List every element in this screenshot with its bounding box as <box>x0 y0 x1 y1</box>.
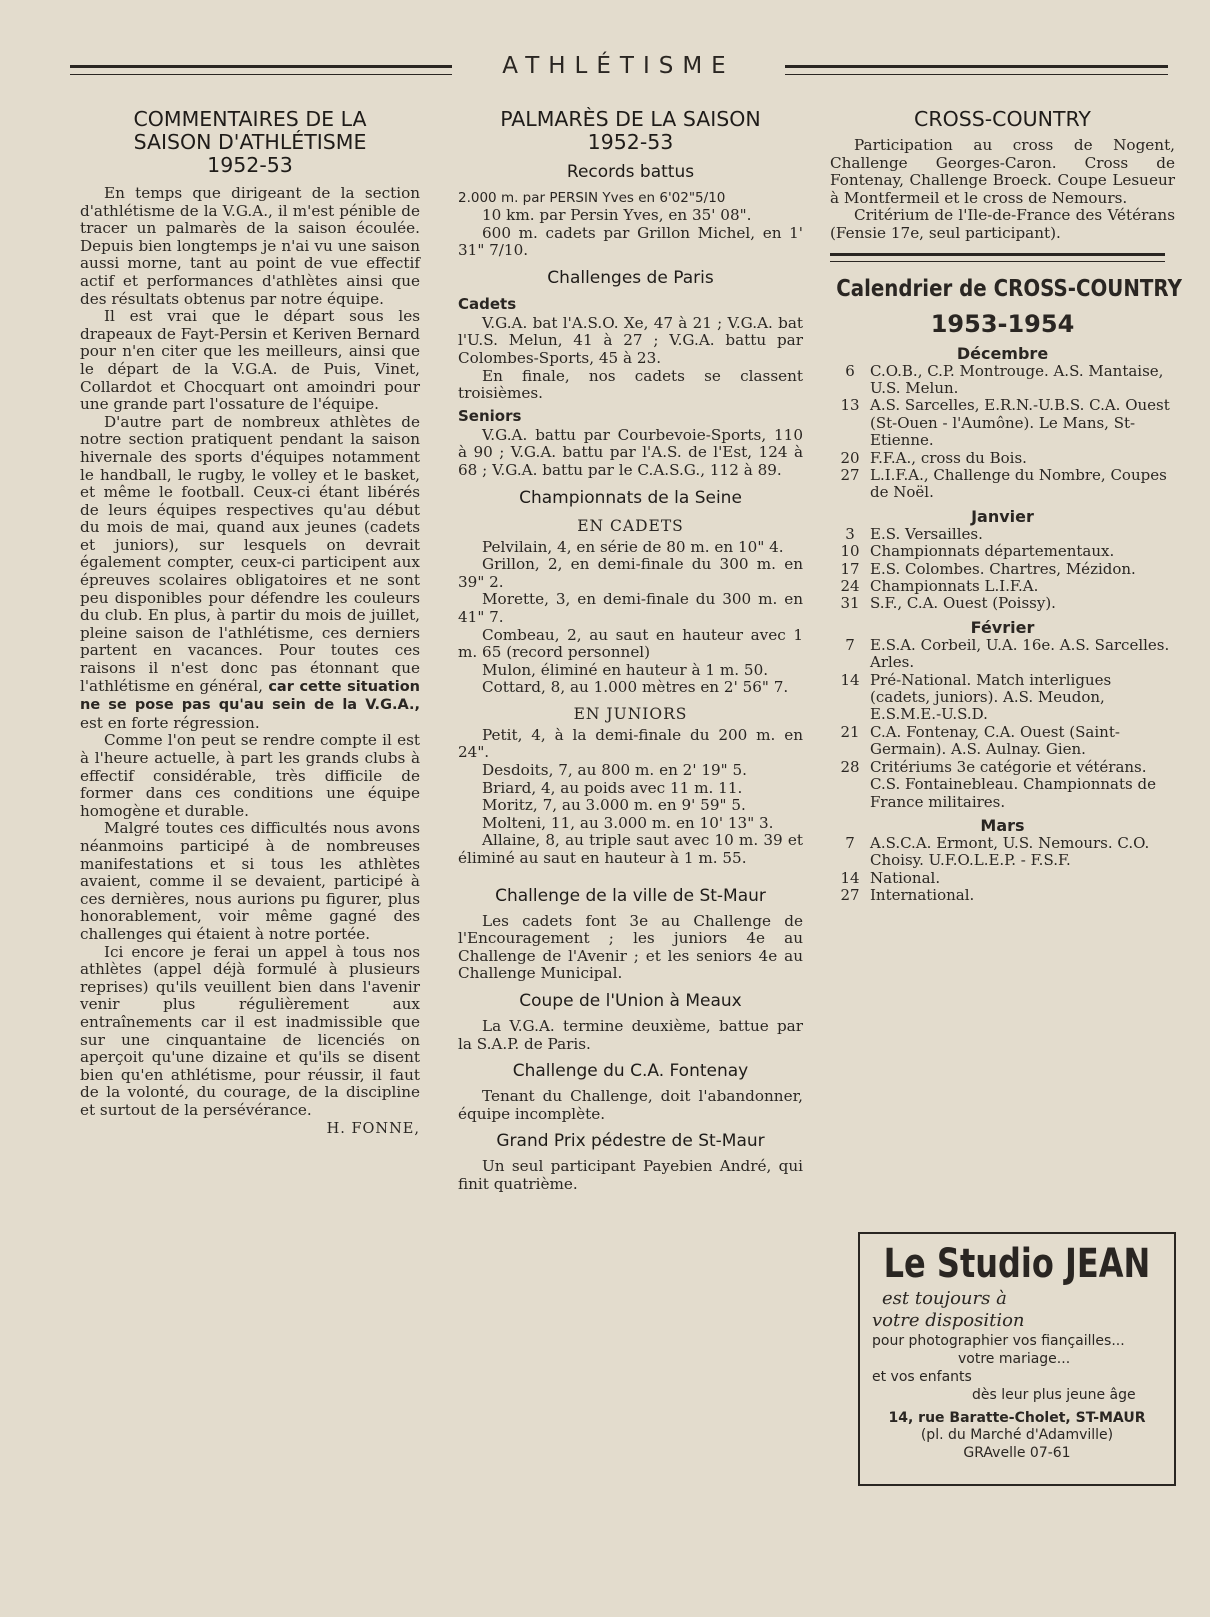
calendar-month: Février <box>970 617 1035 637</box>
calendar-event <box>830 397 1175 449</box>
calendar-event-day: 10 <box>840 542 860 561</box>
calendar-event <box>830 526 1175 543</box>
record-item: 600 m. cadets par Grillon Michel, en 1' 31" 7/10. <box>458 223 803 260</box>
calendar-years: 1953-1954 <box>930 309 1075 338</box>
calendar-event-day: 31 <box>840 594 860 613</box>
commentary-title-line: COMMENTAIRES DE LA <box>133 107 367 131</box>
commentary-title-line: SAISON D'ATHLÉTISME <box>133 130 367 154</box>
calendar-event <box>830 595 1175 612</box>
calendar-event <box>830 578 1175 595</box>
cross-country-column <box>830 107 1182 905</box>
commentary-title-line: 1952-53 <box>207 153 293 177</box>
calendar-event-text: C.O.B., C.P. Montrouge. A.S. Mantaise, U.S. Melun. <box>870 361 1164 397</box>
calendar-event-day: 17 <box>840 559 860 578</box>
calendar-event-day: 13 <box>840 396 860 415</box>
ad-brand: Le Studio JEAN <box>883 1241 1151 1287</box>
ad-line: pour photographier vos fiançailles... <box>872 1333 1125 1349</box>
commentary-column <box>80 108 420 1137</box>
calendar-event <box>830 561 1175 578</box>
commentary-paragraph: Ici encore je ferai un appel à tous nos athlètes (appel déjà formulé à plusieurs reprises) qu'ils veuillent bien dans l'avenir venir plus régulièrement aux entraînements car il est inadmissible que sur une cinquantaine de licenciés on aperçoit qu'une dizaine et qu'ils se disent bien qu'en athlétisme, pour réussir, il faut de la volonté, du courage, de la discipline et surtout de la persévérance. <box>80 942 420 1119</box>
calendar-event-text: E.S. Colombes. Chartres, Mézidon. <box>870 559 1136 578</box>
result-item: Pelvilain, 4, en série de 80 m. en 10" 4. <box>482 537 784 556</box>
calendar-event-day: 7 <box>845 833 855 852</box>
calendar-event-text: Critériums 3e catégorie et vétérans. C.S. Fontainebleau. Championnats de France militaires. <box>870 757 1156 811</box>
palmares-title <box>458 108 803 154</box>
ad-address: 14, rue Baratte-Cholet, ST-MAUR <box>888 1410 1146 1426</box>
grand-prix-heading: Grand Prix pédestre de St-Maur <box>496 1131 765 1152</box>
calendar-event-day: 14 <box>840 670 860 689</box>
signature: H. FONNE, <box>326 1121 420 1138</box>
calendar-event-day: 3 <box>845 524 855 543</box>
challenges-heading: Challenges de Paris <box>547 267 714 288</box>
seniors-results: V.G.A. battu par Courbevoie-Sports, 110 à 90 ; V.G.A. battu par l'A.S. de l'Est, 124 à 68 ; V.G.A. battu par le C.A.S.G., 112 à 89. <box>458 425 803 479</box>
calendar-event-day: 20 <box>840 448 860 467</box>
calendar-event-text: Championnats départementaux. <box>870 542 1115 561</box>
calendar-event <box>830 759 1175 811</box>
fontenay-text: Tenant du Challenge, doit l'abandonner, équipe incomplète. <box>458 1087 803 1123</box>
cadets-final: En finale, nos cadets se classent troisièmes. <box>458 366 803 403</box>
record-item: 10 km. par Persin Yves, en 35' 08". <box>482 206 752 224</box>
result-item: Allaine, 8, au triple saut avec 10 m. 39 et éliminé au saut en hauteur à 1 m. 55. <box>458 831 803 868</box>
calendar-event <box>830 835 1175 870</box>
palmares-title-line: 1952-53 <box>587 130 674 154</box>
commentary-text: D'autre part de nombreux athlètes de notre section pratiquent pendant la saison hivernale des sports d'équipes notamment le handball, le rugby, le volley et le basket, et même le football. Ceux-ci étant libérés de leurs équipes respectives qu'au début du mois de mai, quand aux jeunes (cadets et juniors), sur lesquels on devrait également compter, ceux-ci participent aux épreuves scolaires obligatoires et ne sont peu disponibles pour défendre les couleurs du club. En plus, à partir du mois de juillet, pleine saison de l'athlétisme, ces derniers partent en vacances. Pour toutes ces raisons il n'est donc pas étonnant que l'athlétisme en général, <box>80 412 420 695</box>
result-item: Desdoits, 7, au 800 m. en 2' 19" 5. <box>482 761 747 780</box>
calendar-title: Calendrier de CROSS-COUNTRY <box>836 275 1182 302</box>
calendar-event-text: A.S. Sarcelles, E.R.N.-U.B.S. C.A. Ouest (St-Ouen - l'Aumône). Le Mans, St-Etienne. <box>870 396 1170 450</box>
calendar-event-day: 27 <box>840 466 860 484</box>
calendar-event-text: L.I.F.A., Challenge du Nombre, Coupes de Noël. <box>870 466 1167 502</box>
fontenay-heading: Challenge du C.A. Fontenay <box>512 1061 749 1082</box>
calendar-event-text: Championnats L.I.F.A. <box>870 577 1039 596</box>
result-item: Moritz, 7, au 3.000 m. en 9' 59" 5. <box>482 796 746 815</box>
palmares-column <box>458 108 803 1194</box>
calendar-event-day: 7 <box>845 635 855 654</box>
header-rule-left <box>70 65 452 75</box>
calendar-event-text: S.F., C.A. Ouest (Poissy). <box>870 594 1056 613</box>
calendar-event-day: 28 <box>840 757 860 776</box>
calendar-month: Décembre <box>956 343 1049 363</box>
result-item: Briard, 4, au poids avec 11 m. 11. <box>482 778 743 797</box>
calendar-event <box>830 467 1175 502</box>
calendar-event-day: 21 <box>840 722 860 741</box>
calendar-month: Mars <box>980 815 1025 835</box>
calendar-list <box>830 344 1175 905</box>
record-highlight: 2.000 m. par PERSIN Yves en 6'02"5/10 <box>458 190 726 206</box>
result-item: Mulon, éliminé en hauteur à 1 m. 50. <box>482 660 769 679</box>
ad-line: votre mariage... <box>958 1351 1071 1367</box>
commentary-paragraph: Malgré toutes ces difficultés nous avons néanmoins participé à de nombreuses manifestations et si tous les athlètes avaient, comme il se devaient, participé à ces dernières, nous aurions pu figurer, plus honorablement, voir même gagné des challenges qui étaient à notre portée. <box>80 819 420 943</box>
result-item: Cottard, 8, au 1.000 mètres en 2' 56" 7. <box>482 678 789 697</box>
commentary-paragraph: Il est vrai que le départ sous les drapeaux de Fayt-Persin et Keriven Bernard pour n'en citer que les meilleurs, ainsi que le départ de la V.G.A. de Puis, Vinet, Collardot et Chocquart ont amoindri pour une grande part l'ossature de l'équipe. <box>80 307 420 414</box>
result-item: Molteni, 11, au 3.000 m. en 10' 13" 3. <box>482 813 774 832</box>
commentary-paragraph <box>80 414 420 733</box>
calendar-event-day: 27 <box>840 886 860 905</box>
ad-tagline: votre disposition <box>872 1310 1025 1331</box>
section-title: ATHLÉTISME <box>502 53 735 79</box>
commentary-paragraph: En temps que dirigeant de la section d'athlétisme de la V.G.A., il m'est pénible de tracer un palmarès de la saison écoulée. Depuis bien longtemps je n'ai vu une saison aussi morne, tant au point de vue effectif actif et performances d'athlètes ainsi que des résultats obtenus par notre équipe. <box>80 184 420 308</box>
calendar-event-day: 14 <box>840 868 860 887</box>
calendar-event <box>830 637 1175 672</box>
palmares-title-line: PALMARÈS DE LA SAISON <box>500 107 761 131</box>
meaux-heading: Coupe de l'Union à Meaux <box>519 991 742 1011</box>
calendar-event <box>830 543 1175 560</box>
stmaur-heading: Challenge de la ville de St-Maur <box>495 885 766 906</box>
calendar-event <box>830 363 1175 398</box>
result-item: Combeau, 2, au saut en hauteur avec 1 m. 65 (record personnel) <box>458 625 803 662</box>
cross-country-title: CROSS-COUNTRY <box>914 107 1091 131</box>
calendar-event <box>830 870 1175 887</box>
stmaur-text: Les cadets font 3e au Challenge de l'Encouragement ; les juniors 4e au Challenge de l'Avenir ; et les seniors 4e au Challenge Municipal. <box>458 911 803 983</box>
calendar-event-text: A.S.C.A. Ermont, U.S. Nemours. C.O. Choisy. U.F.O.L.E.P. - F.S.F. <box>870 833 1150 870</box>
commentary-title <box>80 108 420 177</box>
ad-line: dès leur plus jeune âge <box>972 1387 1136 1403</box>
calendar-event-text: F.F.A., cross du Bois. <box>870 448 1027 467</box>
juniors-subheading: EN JUNIORS <box>573 704 688 723</box>
calendar-event <box>830 450 1175 467</box>
cadets-label: Cadets <box>458 294 517 313</box>
records-heading: Records battus <box>566 162 695 182</box>
calendar-event-text: National. <box>870 868 941 887</box>
commentary-bold-text: car cette situation ne se pose pas qu'au sein de la V.G.A., <box>80 678 420 714</box>
calendar-event-day: 24 <box>840 577 860 596</box>
calendar-event <box>830 672 1175 724</box>
calendar-event-day: 6 <box>845 361 855 380</box>
cadets-results: V.G.A. bat l'A.S.O. Xe, 47 à 21 ; V.G.A. bat l'U.S. Melun, 41 à 27 ; V.G.A. battu par Colombes-Sports, 45 à 23. <box>458 313 803 367</box>
commentary-text: est en forte régression. <box>80 713 260 732</box>
ad-phone: GRAvelle 07-61 <box>963 1445 1071 1461</box>
seine-heading: Championnats de la Seine <box>519 487 742 508</box>
seniors-label: Seniors <box>458 406 522 425</box>
grand-prix-text: Un seul participant Payebien André, qui finit quatrième. <box>458 1157 803 1193</box>
studio-jean-ad <box>858 1232 1176 1486</box>
ad-line: et vos enfants <box>872 1369 972 1385</box>
calendar-event-text: C.A. Fontenay, C.A. Ouest (Saint-Germain). A.S. Aulnay. Gien. <box>870 722 1120 759</box>
column-rule <box>830 253 1165 262</box>
ad-tagline: est toujours à <box>882 1288 1007 1309</box>
calendar-event <box>830 724 1175 759</box>
calendar-event-text: International. <box>870 886 975 905</box>
commentary-paragraph: Comme l'on peut se rendre compte il est à l'heure actuelle, à part les grands clubs à effectif considérable, très difficile de former dans ces conditions une équipe homogène et durable. <box>80 731 420 820</box>
result-item: Petit, 4, à la demi-finale du 200 m. en 24". <box>458 725 803 762</box>
cadets-subheading: EN CADETS <box>577 516 684 535</box>
calendar-event-text: E.S.A. Corbeil, U.A. 16e. A.S. Sarcelles. Arles. <box>870 635 1170 672</box>
section-header <box>70 50 1168 90</box>
meaux-text: La V.G.A. termine deuxième, battue par la S.A.P. de Paris. <box>458 1017 803 1053</box>
calendar-event-text: E.S. Versailles. <box>870 524 983 543</box>
ad-address-detail: (pl. du Marché d'Adamville) <box>920 1427 1114 1443</box>
header-rule-right <box>785 65 1168 75</box>
cross-country-text: Participation au cross de Nogent, Challenge Georges-Caron. Cross de Fontenay, Challenge Broeck. Coupe Lesueur à Montfermeil et le cross de Nemours. <box>830 136 1175 207</box>
calendar-event-text: Pré-National. Match interligues (cadets, juniors). A.S. Meudon, E.S.M.E.-U.S.D. <box>870 670 1112 724</box>
calendar-month: Janvier <box>971 506 1034 526</box>
calendar-event <box>830 887 1175 904</box>
cross-country-text: Critérium de l'Ile-de-France des Vétérans (Fensie 17e, seul participant). <box>830 206 1175 242</box>
result-item: Morette, 3, en demi-finale du 300 m. en 41" 7. <box>458 590 803 626</box>
result-item: Grillon, 2, en demi-finale du 300 m. en 39" 2. <box>458 555 803 591</box>
